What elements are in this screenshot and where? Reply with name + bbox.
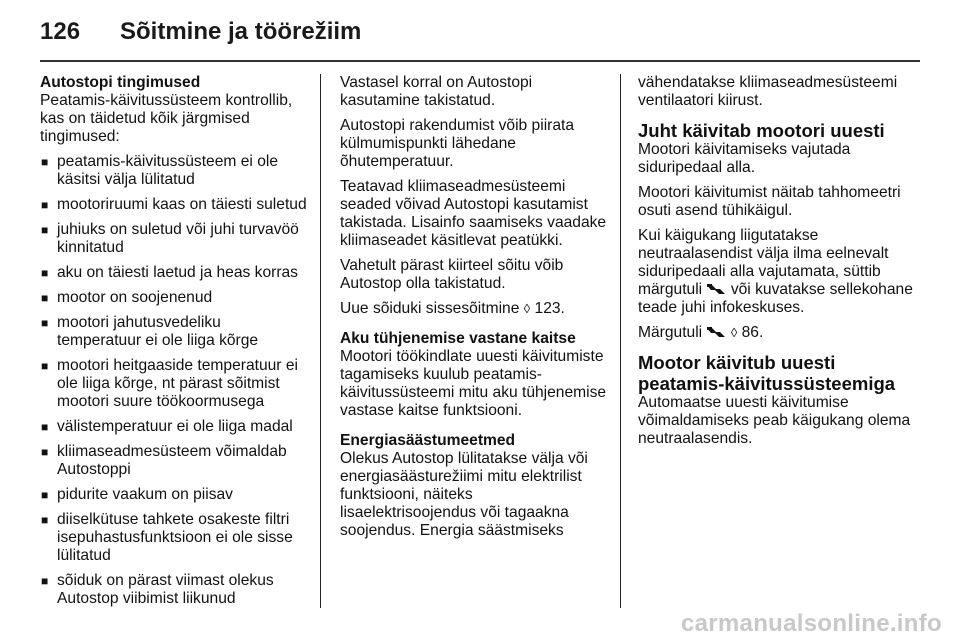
list-item [40, 511, 308, 565]
paragraph-text: või kuvatakse sellekohane teade juhi infokeskuses. [638, 281, 913, 316]
column-divider [320, 74, 321, 608]
list-item-text: sõiduk on pärast viimast olekus Autostop viibimist liikunud [57, 572, 274, 607]
paragraph [340, 300, 608, 318]
bullet-icon: ■ [41, 266, 49, 280]
paragraph: Vahetult pärast kiirteel sõitu võib Autostop olla takistatud. [340, 257, 564, 292]
watermark: carmanualsonline.info [680, 610, 942, 637]
list-item-text: aku on täiesti laetud ja heas korras [57, 264, 298, 281]
list-item [40, 196, 308, 214]
bullet-icon: ■ [41, 513, 49, 527]
paragraph [638, 227, 918, 317]
list-item [40, 314, 308, 350]
bullet-icon: ■ [41, 223, 49, 237]
paragraph-text: Märgutuli [638, 324, 703, 341]
clutch-warning-icon [706, 326, 726, 338]
bullet-icon: ■ [41, 316, 49, 330]
paragraph: Olekus Autostop lülitatakse välja või energiasäästurežiimi mitu elektrilist funktsiooni, näiteks lisaelektrisoojendus või tagaakna soojendus. Energia säästmiseks [340, 450, 588, 539]
paragraph [638, 324, 918, 342]
section-heading: Mootor käivitub uuesti peatamis-käivitussüsteemiga [638, 352, 896, 394]
list-item [40, 443, 308, 479]
list-item-text: juhiuks on suletud või juhi turvavöö kinnitatud [57, 221, 299, 256]
bullet-icon: ■ [41, 155, 49, 169]
column-3 [638, 74, 918, 455]
paragraph-text: Uue sõiduki sissesõitmine [340, 300, 520, 317]
list-item [40, 264, 308, 282]
column-2 [340, 74, 608, 547]
column-1 [40, 74, 308, 615]
paragraph: Mootori töökindlate uuesti käivitumiste tagamiseks kuulub peatamis-käivitussüsteemi mitu aku tühjenemise vastase kaitse funktsiooni. [340, 348, 607, 419]
paragraph: vähendatakse kliimaseadmesüsteemi ventilaatori kiirust. [638, 74, 898, 109]
bullet-icon: ■ [41, 420, 49, 434]
page-ref-link[interactable]: 123. [534, 300, 565, 317]
list-item [40, 289, 308, 307]
clutch-warning-icon [706, 283, 726, 295]
list-item-text: mootori heitgaaside temperatuur ei ole liiga kõrge, nt pärast sõitmist mootori suure töökoormusega [57, 357, 298, 410]
list-item-text: peatamis-käivitussüsteem ei ole käsitsi välja lülitatud [57, 153, 279, 188]
header-rule [40, 60, 920, 62]
list-item-text: välistemperatuur ei ole liiga madal [57, 418, 293, 435]
list-item [40, 357, 308, 411]
list-item-text: mootori jahutusvedeliku temperatuur ei ole liiga kõrge [57, 314, 259, 349]
list-item [40, 486, 308, 504]
section-subheading: Autostopi tingimused [40, 74, 201, 91]
list-item-text: pidurite vaakum on piisav [57, 486, 233, 503]
list-item [40, 221, 308, 257]
page-header [40, 12, 920, 56]
bullet-icon: ■ [41, 359, 49, 373]
paragraph: Teatavad kliimaseadmesüsteemi seaded võivad Autostopi kasutamist takistada. Lisainfo saamiseks vaadake kliimaseadet käsitlevat peatükki. [340, 178, 607, 249]
column-divider [620, 74, 621, 608]
paragraph: Mootori käivitamiseks vajutada siduripedaal alla. [638, 141, 851, 176]
section-subheading: Aku tühjenemise vastane kaitse [340, 330, 576, 347]
list-item-text: diiselkütuse tahkete osakeste filtri isepuhastusfunktsioon ei ole sisse lülitatud [57, 511, 293, 564]
bullet-icon: ■ [41, 291, 49, 305]
page-ref-icon: ◊ [730, 325, 738, 340]
paragraph: Vastasel korral on Autostopi kasutamine takistatud. [340, 74, 533, 109]
list-item [40, 418, 308, 436]
paragraph: Mootori käivitumist näitab tahhomeetri osuti asend tühikäigul. [638, 184, 901, 219]
section-heading: Juht käivitab mootori uuesti [638, 120, 885, 141]
paragraph-text: Kui käigukang liigutatakse neutraalasendist välja ilma eelnevalt siduripedaali alla vajutamata, süttib märgutuli [638, 227, 889, 298]
list-item [40, 153, 308, 189]
bullet-icon: ■ [41, 445, 49, 459]
page-ref-link[interactable]: 86. [741, 324, 764, 341]
page-ref-icon: ◊ [523, 301, 531, 316]
list-item-text: kliimaseadmesüsteem võimaldab Autostoppi [57, 443, 287, 478]
list-item [40, 572, 308, 608]
list-item-text: mootoriruumi kaas on täiesti suletud [57, 196, 307, 213]
list-item-text: mootor on soojenenud [57, 289, 213, 306]
section-subheading: Energiasäästumeetmed [340, 432, 516, 449]
bullet-icon: ■ [41, 574, 49, 588]
chapter-title: Sõitmine ja töörežiim [120, 18, 362, 45]
paragraph: Peatamis-käivitussüsteem kontrollib, kas on täidetud kõik järgmised tingimused: [40, 92, 293, 145]
page-number: 126 [40, 18, 81, 45]
paragraph: Automaatse uuesti käivitumise võimaldamiseks peab käigukang olema neutraalasendis. [638, 394, 911, 447]
bullet-icon: ■ [41, 198, 49, 212]
paragraph: Autostopi rakendumist võib piirata külmumispunkti lähedane õhutemperatuur. [340, 117, 575, 170]
conditions-list [40, 153, 308, 608]
bullet-icon: ■ [41, 488, 49, 502]
